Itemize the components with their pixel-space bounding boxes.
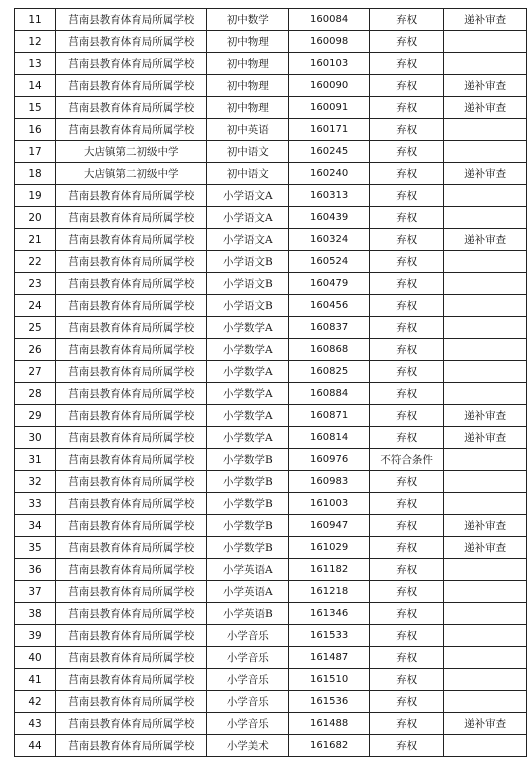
note-cell bbox=[444, 295, 527, 317]
note-cell: 递补审查 bbox=[444, 537, 527, 559]
exam-id-cell: 160947 bbox=[289, 515, 370, 537]
subject-cell: 初中物理 bbox=[207, 53, 289, 75]
school-cell: 大店镇第二初级中学 bbox=[56, 141, 207, 163]
table-row bbox=[15, 119, 527, 141]
subject-cell: 小学数学A bbox=[207, 383, 289, 405]
row-number-cell: 13 bbox=[15, 53, 56, 75]
school-cell: 莒南县教育体育局所属学校 bbox=[56, 361, 207, 383]
subject-cell: 初中语文 bbox=[207, 163, 289, 185]
status-cell: 弃权 bbox=[369, 581, 443, 603]
status-cell: 弃权 bbox=[369, 53, 443, 75]
status-cell: 弃权 bbox=[369, 735, 443, 757]
school-cell: 莒南县教育体育局所属学校 bbox=[56, 603, 207, 625]
exam-id-cell: 160814 bbox=[289, 427, 370, 449]
row-number-cell: 40 bbox=[15, 647, 56, 669]
candidate-table bbox=[14, 8, 527, 757]
status-cell: 弃权 bbox=[369, 97, 443, 119]
status-cell: 弃权 bbox=[369, 537, 443, 559]
row-number-cell: 18 bbox=[15, 163, 56, 185]
school-cell: 莒南县教育体育局所属学校 bbox=[56, 471, 207, 493]
exam-id-cell: 160871 bbox=[289, 405, 370, 427]
school-cell: 莒南县教育体育局所属学校 bbox=[56, 735, 207, 757]
note-cell bbox=[444, 735, 527, 757]
exam-id-cell: 161510 bbox=[289, 669, 370, 691]
school-cell: 莒南县教育体育局所属学校 bbox=[56, 207, 207, 229]
note-cell bbox=[444, 691, 527, 713]
note-cell bbox=[444, 31, 527, 53]
table-row bbox=[15, 669, 527, 691]
subject-cell: 小学音乐 bbox=[207, 647, 289, 669]
row-number-cell: 29 bbox=[15, 405, 56, 427]
exam-id-cell: 160090 bbox=[289, 75, 370, 97]
school-cell: 莒南县教育体育局所属学校 bbox=[56, 229, 207, 251]
row-number-cell: 12 bbox=[15, 31, 56, 53]
note-cell bbox=[444, 581, 527, 603]
subject-cell: 小学语文B bbox=[207, 273, 289, 295]
table-row bbox=[15, 97, 527, 119]
note-cell bbox=[444, 625, 527, 647]
exam-id-cell: 160439 bbox=[289, 207, 370, 229]
exam-id-cell: 161182 bbox=[289, 559, 370, 581]
subject-cell: 小学音乐 bbox=[207, 625, 289, 647]
school-cell: 莒南县教育体育局所属学校 bbox=[56, 427, 207, 449]
note-cell: 递补审查 bbox=[444, 427, 527, 449]
subject-cell: 小学数学B bbox=[207, 493, 289, 515]
note-cell bbox=[444, 383, 527, 405]
row-number-cell: 36 bbox=[15, 559, 56, 581]
table-row bbox=[15, 691, 527, 713]
status-cell: 弃权 bbox=[369, 9, 443, 31]
school-cell: 莒南县教育体育局所属学校 bbox=[56, 581, 207, 603]
note-cell bbox=[444, 559, 527, 581]
table-row bbox=[15, 427, 527, 449]
table-row bbox=[15, 53, 527, 75]
note-cell: 递补审查 bbox=[444, 75, 527, 97]
table-row bbox=[15, 163, 527, 185]
status-cell: 弃权 bbox=[369, 31, 443, 53]
exam-id-cell: 160456 bbox=[289, 295, 370, 317]
row-number-cell: 34 bbox=[15, 515, 56, 537]
subject-cell: 小学语文B bbox=[207, 251, 289, 273]
school-cell: 莒南县教育体育局所属学校 bbox=[56, 691, 207, 713]
status-cell: 弃权 bbox=[369, 383, 443, 405]
row-number-cell: 22 bbox=[15, 251, 56, 273]
school-cell: 莒南县教育体育局所属学校 bbox=[56, 75, 207, 97]
subject-cell: 小学音乐 bbox=[207, 691, 289, 713]
exam-id-cell: 160825 bbox=[289, 361, 370, 383]
exam-id-cell: 161029 bbox=[289, 537, 370, 559]
exam-id-cell: 160091 bbox=[289, 97, 370, 119]
note-cell: 递补审查 bbox=[444, 229, 527, 251]
status-cell: 弃权 bbox=[369, 273, 443, 295]
row-number-cell: 19 bbox=[15, 185, 56, 207]
table-row bbox=[15, 559, 527, 581]
table-row bbox=[15, 251, 527, 273]
note-cell bbox=[444, 471, 527, 493]
table-row bbox=[15, 383, 527, 405]
status-cell: 弃权 bbox=[369, 669, 443, 691]
table-row bbox=[15, 207, 527, 229]
exam-id-cell: 160479 bbox=[289, 273, 370, 295]
row-number-cell: 24 bbox=[15, 295, 56, 317]
row-number-cell: 11 bbox=[15, 9, 56, 31]
status-cell: 弃权 bbox=[369, 141, 443, 163]
subject-cell: 小学数学A bbox=[207, 427, 289, 449]
note-cell bbox=[444, 185, 527, 207]
status-cell: 弃权 bbox=[369, 163, 443, 185]
table-row bbox=[15, 361, 527, 383]
note-cell: 递补审查 bbox=[444, 9, 527, 31]
table-row bbox=[15, 647, 527, 669]
subject-cell: 小学语文A bbox=[207, 229, 289, 251]
school-cell: 莒南县教育体育局所属学校 bbox=[56, 713, 207, 735]
row-number-cell: 37 bbox=[15, 581, 56, 603]
exam-id-cell: 160976 bbox=[289, 449, 370, 471]
table-row bbox=[15, 515, 527, 537]
school-cell: 莒南县教育体育局所属学校 bbox=[56, 537, 207, 559]
table-row bbox=[15, 339, 527, 361]
exam-id-cell: 161533 bbox=[289, 625, 370, 647]
subject-cell: 小学英语B bbox=[207, 603, 289, 625]
row-number-cell: 43 bbox=[15, 713, 56, 735]
row-number-cell: 26 bbox=[15, 339, 56, 361]
status-cell: 弃权 bbox=[369, 625, 443, 647]
subject-cell: 小学数学A bbox=[207, 361, 289, 383]
subject-cell: 小学数学A bbox=[207, 339, 289, 361]
subject-cell: 小学数学A bbox=[207, 405, 289, 427]
note-cell: 递补审查 bbox=[444, 163, 527, 185]
status-cell: 弃权 bbox=[369, 251, 443, 273]
subject-cell: 小学数学B bbox=[207, 515, 289, 537]
subject-cell: 小学数学A bbox=[207, 317, 289, 339]
exam-id-cell: 160868 bbox=[289, 339, 370, 361]
exam-id-cell: 161488 bbox=[289, 713, 370, 735]
subject-cell: 初中物理 bbox=[207, 75, 289, 97]
exam-id-cell: 160240 bbox=[289, 163, 370, 185]
exam-id-cell: 160324 bbox=[289, 229, 370, 251]
row-number-cell: 23 bbox=[15, 273, 56, 295]
table-row bbox=[15, 141, 527, 163]
status-cell: 弃权 bbox=[369, 339, 443, 361]
status-cell: 弃权 bbox=[369, 603, 443, 625]
row-number-cell: 17 bbox=[15, 141, 56, 163]
school-cell: 大店镇第二初级中学 bbox=[56, 163, 207, 185]
row-number-cell: 28 bbox=[15, 383, 56, 405]
school-cell: 莒南县教育体育局所属学校 bbox=[56, 53, 207, 75]
row-number-cell: 42 bbox=[15, 691, 56, 713]
table-row bbox=[15, 471, 527, 493]
exam-id-cell: 160313 bbox=[289, 185, 370, 207]
exam-id-cell: 160103 bbox=[289, 53, 370, 75]
school-cell: 莒南县教育体育局所属学校 bbox=[56, 669, 207, 691]
exam-id-cell: 160171 bbox=[289, 119, 370, 141]
status-cell: 弃权 bbox=[369, 75, 443, 97]
subject-cell: 小学美术 bbox=[207, 735, 289, 757]
school-cell: 莒南县教育体育局所属学校 bbox=[56, 515, 207, 537]
row-number-cell: 32 bbox=[15, 471, 56, 493]
row-number-cell: 30 bbox=[15, 427, 56, 449]
exam-id-cell: 160983 bbox=[289, 471, 370, 493]
table-row bbox=[15, 449, 527, 471]
note-cell bbox=[444, 141, 527, 163]
school-cell: 莒南县教育体育局所属学校 bbox=[56, 647, 207, 669]
row-number-cell: 14 bbox=[15, 75, 56, 97]
subject-cell: 初中数学 bbox=[207, 9, 289, 31]
note-cell bbox=[444, 669, 527, 691]
school-cell: 莒南县教育体育局所属学校 bbox=[56, 31, 207, 53]
row-number-cell: 31 bbox=[15, 449, 56, 471]
note-cell bbox=[444, 53, 527, 75]
status-cell: 弃权 bbox=[369, 691, 443, 713]
status-cell: 弃权 bbox=[369, 361, 443, 383]
school-cell: 莒南县教育体育局所属学校 bbox=[56, 449, 207, 471]
status-cell: 弃权 bbox=[369, 317, 443, 339]
exam-id-cell: 160098 bbox=[289, 31, 370, 53]
exam-id-cell: 161218 bbox=[289, 581, 370, 603]
school-cell: 莒南县教育体育局所属学校 bbox=[56, 295, 207, 317]
status-cell: 弃权 bbox=[369, 185, 443, 207]
subject-cell: 小学音乐 bbox=[207, 669, 289, 691]
status-cell: 弃权 bbox=[369, 405, 443, 427]
row-number-cell: 27 bbox=[15, 361, 56, 383]
row-number-cell: 15 bbox=[15, 97, 56, 119]
table-row bbox=[15, 75, 527, 97]
school-cell: 莒南县教育体育局所属学校 bbox=[56, 339, 207, 361]
exam-id-cell: 161003 bbox=[289, 493, 370, 515]
row-number-cell: 39 bbox=[15, 625, 56, 647]
row-number-cell: 25 bbox=[15, 317, 56, 339]
status-cell: 弃权 bbox=[369, 119, 443, 141]
table-row bbox=[15, 735, 527, 757]
status-cell: 弃权 bbox=[369, 493, 443, 515]
status-cell: 弃权 bbox=[369, 427, 443, 449]
subject-cell: 小学数学B bbox=[207, 537, 289, 559]
note-cell bbox=[444, 317, 527, 339]
subject-cell: 初中英语 bbox=[207, 119, 289, 141]
table-row bbox=[15, 537, 527, 559]
table-row bbox=[15, 625, 527, 647]
table-row bbox=[15, 273, 527, 295]
table-row bbox=[15, 581, 527, 603]
status-cell: 弃权 bbox=[369, 559, 443, 581]
school-cell: 莒南县教育体育局所属学校 bbox=[56, 625, 207, 647]
note-cell bbox=[444, 493, 527, 515]
row-number-cell: 16 bbox=[15, 119, 56, 141]
table-row bbox=[15, 713, 527, 735]
school-cell: 莒南县教育体育局所属学校 bbox=[56, 251, 207, 273]
school-cell: 莒南县教育体育局所属学校 bbox=[56, 493, 207, 515]
exam-id-cell: 161487 bbox=[289, 647, 370, 669]
exam-id-cell: 161346 bbox=[289, 603, 370, 625]
table-row bbox=[15, 405, 527, 427]
subject-cell: 初中物理 bbox=[207, 31, 289, 53]
exam-id-cell: 160884 bbox=[289, 383, 370, 405]
table-row bbox=[15, 493, 527, 515]
table-row bbox=[15, 603, 527, 625]
table-row bbox=[15, 295, 527, 317]
status-cell: 弃权 bbox=[369, 471, 443, 493]
school-cell: 莒南县教育体育局所属学校 bbox=[56, 317, 207, 339]
table-row bbox=[15, 9, 527, 31]
row-number-cell: 33 bbox=[15, 493, 56, 515]
status-cell: 弃权 bbox=[369, 207, 443, 229]
note-cell bbox=[444, 603, 527, 625]
subject-cell: 小学音乐 bbox=[207, 713, 289, 735]
note-cell: 递补审查 bbox=[444, 405, 527, 427]
table-row bbox=[15, 229, 527, 251]
table-row bbox=[15, 317, 527, 339]
note-cell bbox=[444, 207, 527, 229]
subject-cell: 小学语文A bbox=[207, 185, 289, 207]
school-cell: 莒南县教育体育局所属学校 bbox=[56, 559, 207, 581]
note-cell bbox=[444, 273, 527, 295]
note-cell bbox=[444, 251, 527, 273]
subject-cell: 小学英语A bbox=[207, 581, 289, 603]
row-number-cell: 35 bbox=[15, 537, 56, 559]
note-cell bbox=[444, 647, 527, 669]
row-number-cell: 20 bbox=[15, 207, 56, 229]
exam-id-cell: 161536 bbox=[289, 691, 370, 713]
school-cell: 莒南县教育体育局所属学校 bbox=[56, 383, 207, 405]
exam-id-cell: 160524 bbox=[289, 251, 370, 273]
status-cell: 不符合条件 bbox=[369, 449, 443, 471]
status-cell: 弃权 bbox=[369, 515, 443, 537]
subject-cell: 小学英语A bbox=[207, 559, 289, 581]
subject-cell: 初中物理 bbox=[207, 97, 289, 119]
row-number-cell: 44 bbox=[15, 735, 56, 757]
note-cell bbox=[444, 361, 527, 383]
school-cell: 莒南县教育体育局所属学校 bbox=[56, 185, 207, 207]
exam-id-cell: 160245 bbox=[289, 141, 370, 163]
status-cell: 弃权 bbox=[369, 647, 443, 669]
school-cell: 莒南县教育体育局所属学校 bbox=[56, 405, 207, 427]
exam-id-cell: 160837 bbox=[289, 317, 370, 339]
table-row bbox=[15, 185, 527, 207]
status-cell: 弃权 bbox=[369, 713, 443, 735]
subject-cell: 小学数学B bbox=[207, 471, 289, 493]
subject-cell: 小学语文A bbox=[207, 207, 289, 229]
exam-id-cell: 160084 bbox=[289, 9, 370, 31]
exam-id-cell: 161682 bbox=[289, 735, 370, 757]
school-cell: 莒南县教育体育局所属学校 bbox=[56, 9, 207, 31]
subject-cell: 小学数学B bbox=[207, 449, 289, 471]
school-cell: 莒南县教育体育局所属学校 bbox=[56, 273, 207, 295]
table-row bbox=[15, 31, 527, 53]
note-cell bbox=[444, 449, 527, 471]
note-cell: 递补审查 bbox=[444, 97, 527, 119]
row-number-cell: 41 bbox=[15, 669, 56, 691]
school-cell: 莒南县教育体育局所属学校 bbox=[56, 97, 207, 119]
row-number-cell: 38 bbox=[15, 603, 56, 625]
note-cell: 递补审查 bbox=[444, 713, 527, 735]
status-cell: 弃权 bbox=[369, 229, 443, 251]
row-number-cell: 21 bbox=[15, 229, 56, 251]
subject-cell: 初中语文 bbox=[207, 141, 289, 163]
note-cell bbox=[444, 339, 527, 361]
status-cell: 弃权 bbox=[369, 295, 443, 317]
note-cell: 递补审查 bbox=[444, 515, 527, 537]
note-cell bbox=[444, 119, 527, 141]
subject-cell: 小学语文B bbox=[207, 295, 289, 317]
candidate-table-body bbox=[15, 9, 527, 757]
school-cell: 莒南县教育体育局所属学校 bbox=[56, 119, 207, 141]
